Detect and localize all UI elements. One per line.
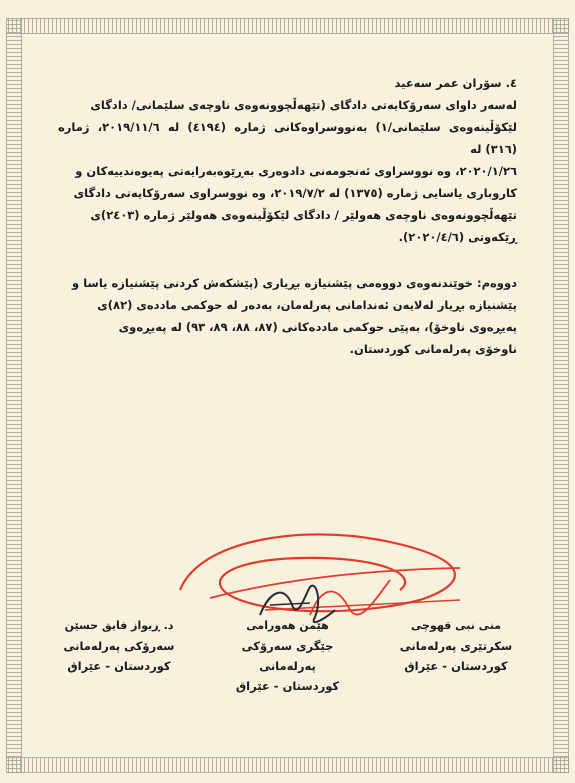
signatory-place: کوردستان - عێراق	[404, 659, 508, 673]
list-item-number: ٤. سۆران عمر سەعید	[394, 76, 517, 90]
signatory-place: کوردستان - عێراق	[67, 659, 171, 673]
text-line: ڕێکەوتی (٢٠٢٠/٤/٦).	[398, 230, 517, 244]
decorative-border-top	[6, 18, 569, 34]
text-line: پێشنیازە بڕیار لەلایەن ئەندامانی پەرلەمان، بەدەر لە حوکمی ماددەی (٨٢)ی	[97, 298, 517, 312]
decorative-border-right	[553, 18, 569, 773]
paragraph-first	[58, 72, 517, 248]
signature-deputy	[213, 616, 363, 693]
text-line: تێهەڵچوونەوەی ناوچەی هەولێر / دادگای لێکۆڵینەوەی هەولێر ژمارە (٢٤٠٣)ی	[90, 208, 517, 222]
signatory-title: سکرتێری پەرلەمانی	[399, 639, 513, 653]
signatory-name: منى نبى قهوچى	[410, 619, 502, 632]
signatory-title: سەرۆکی پەرلەمانی	[63, 639, 175, 653]
signatory-name: هێمن هەورامی	[246, 619, 329, 632]
text-line	[58, 272, 517, 294]
text-line: لەسەر داوای سەرۆکایەتی دادگای (تێهەڵچوونەوەی ناوچەی سلێمانی/ دادگای	[90, 98, 517, 112]
text-line: لێکۆڵینەوەی سلێمانی/١) بەنووسراوەکانی ژمارە (٤١٩٤) لە ٢٠١٩/١١/٦، ژمارە (٣١٦) لە	[58, 120, 517, 156]
text-line: کاروباری یاسایی ژمارە (١٣٧٥) لە ٢٠١٩/٧/٢، وە نووسراوی سەرۆکایەتی دادگای	[73, 186, 517, 200]
text-line: ٢٠٢٠/١/٢٦، وە نووسراوی ئەنجومەنی دادوەری بەڕێوەبەرایەتی پەیوەندییەکان و	[75, 164, 517, 178]
signatory-place: کوردستان - عێراق	[235, 679, 340, 693]
section-label: دووەم:	[476, 276, 517, 290]
text-line-content: خوێندنەوەی دووەمی پێشنیازە بڕیاری (پێشکەش کردنی پێشنیازە یاسا و	[72, 276, 473, 290]
signature-block	[44, 616, 531, 693]
text-line: پەیڕەوی ناوخۆ)، بەپێی حوکمی ماددەکانی (٨٧، ٨٨، ٨٩، ٩٣) لە پەیڕەوی	[118, 320, 517, 334]
text-line: ناوخۆی پەرلەمانی کوردستان.	[349, 342, 517, 356]
paragraph-second	[58, 272, 517, 360]
decorative-border-left	[6, 18, 22, 773]
signature-speaker	[44, 616, 194, 676]
decorative-border-bottom	[6, 757, 569, 773]
signatory-name: د. ڕیواز فایق حسێن	[64, 619, 174, 632]
signatory-title: جێگری سەرۆکی پەرلەمانی	[241, 639, 334, 673]
signature-secretary	[381, 616, 531, 676]
